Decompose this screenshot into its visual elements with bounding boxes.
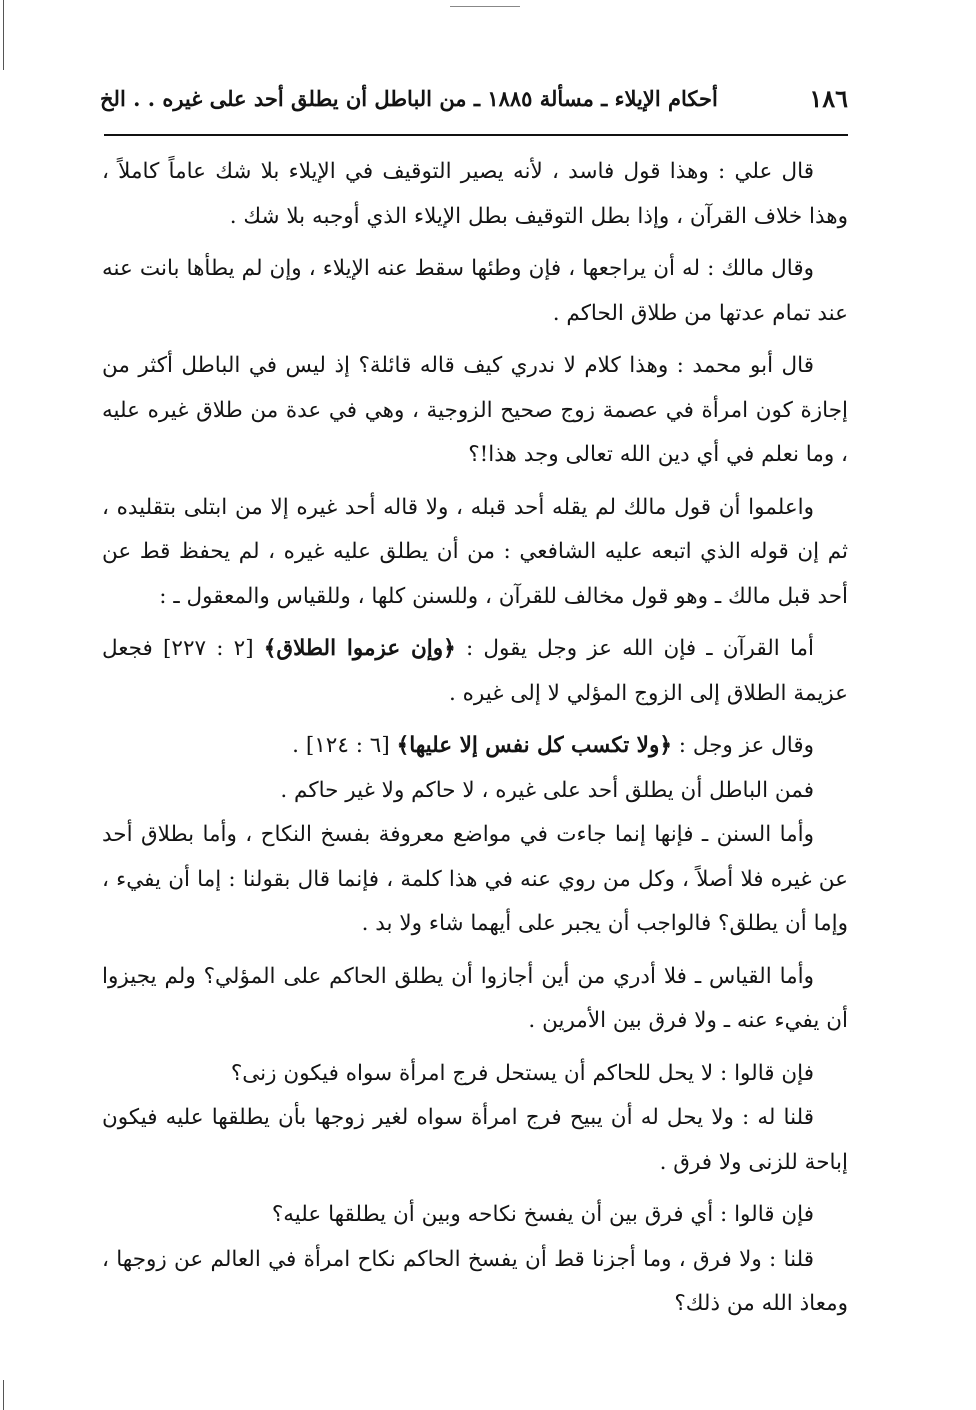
page-header: [100, 84, 848, 124]
paragraph-text: أما القرآن ـ فإن الله عز وجل يقول :: [455, 636, 814, 661]
scan-edge-line-bottom: [3, 1380, 4, 1410]
page-body: [102, 150, 848, 1327]
paragraph: فإن قالوا : لا يحل للحاكم أن يستحل فرج امرأة سواه فيكون زنى؟: [230, 1060, 814, 1086]
page-number: ١٨٦: [809, 84, 848, 113]
paragraph-text: وقال عز وجل :: [671, 733, 814, 758]
paragraph: فمن الباطل أن يطلق أحد على غيره ، لا حاكم ولا غير حاكم .: [280, 777, 814, 803]
header-rule: [104, 134, 848, 136]
paragraph: واعلموا أن قول مالك لم يقله أحد قبله ، ولا قاله أحد غيره إلا من ابتلى بتقليده ، ثم إن قوله الذي اتبعه عليه الشافعي : من أن يطلق عليه غيره ، لم يحفظ قط عن أحد قبل مالك ـ وهو قول مخالف للقرآن ، وللسنن كلها ، وللقياس والمعقول ـ :: [102, 494, 848, 609]
scan-top-mark: [450, 6, 520, 7]
verse-citation: [٦ : ١٢٤] .: [292, 733, 397, 758]
running-title: أحكام الإيلاء ـ مسألة ١٨٨٥ ـ من الباطل أن يطلق أحد على غيره . . الخ: [100, 86, 718, 111]
scan-edge-line-top: [3, 0, 4, 70]
paragraph: قلنا له : ولا يحل له أن يبيح فرج امرأة سواه لغير زوجها بأن يطلقها عليه فيكون إباحة للزنى ولا فرق .: [102, 1105, 848, 1175]
paragraph: وقال مالك : له أن يراجعها ، فإن وطئها سقط عنه الإيلاء ، وإن لم يطأها بانت عنه عند تمام عدتها من طلاق الحاكم .: [102, 256, 848, 326]
paragraph: قال علي : وهذا قول فاسد ، لأنه يصير التوقيف في الإيلاء بلا شك عاماً كاملاً ، وهذا خلاف القرآن ، وإذا بطل التوقيف بطل الإيلاء الذي أوجبه بلا شك .: [102, 159, 848, 229]
paragraph: قال أبو محمد : وهذا كلام لا ندري كيف قاله قائلة؟ إذ ليس في الباطل أكثر من إجازة كون امرأة في عصمة زوج صحيح الزوجية ، وهي في عدة من طلاق غيره عليه ، وما نعلم في أي دين الله تعالى وجد هذا!؟: [102, 353, 848, 467]
paragraph: قلنا : ولا فرق ، وما أجزنا قط أن يفسخ الحاكم نكاح امرأة في العالم عن زوجها ، ومعاذ الله من ذلك؟: [102, 1246, 848, 1316]
quran-verse: ﴿ولا تكسب كل نفس إلا عليها﴾: [396, 733, 672, 758]
paragraph: وأما السنن ـ فإنها إنما جاءت في مواضع معروفة بفسخ النكاح ، وأما بطلاق أحد عن غيره فلا أصلاً ، وكل من روي عنه في هذا كلمة ، فإنما قال بقولنا : إما أن يفيء ، وإما أن يطلق؟ فالواجب أن يجبر على أيهما شاء ولا بد .: [102, 822, 848, 936]
paragraph: [102, 627, 848, 716]
paragraph: فإن قالوا : أي فرق بين أن يفسخ نكاحه وبين أن يطلقها عليه؟: [271, 1202, 814, 1227]
verse-citation: [٢ : ٢٢٧] فجعل عزيمة الطلاق إلى الزوج المؤلي لا إلى غيره .: [102, 636, 848, 706]
quran-verse: ﴿وإن عزموا الطلاق﴾: [263, 636, 456, 661]
paragraph: [102, 724, 848, 769]
paragraph: وأما القياس ـ فلا أدري من أين أجازوا أن يطلق الحاكم على المؤلي؟ ولم يجيزوا أن يفيء عنه ـ ولا فرق بين الأمرين .: [102, 963, 848, 1033]
